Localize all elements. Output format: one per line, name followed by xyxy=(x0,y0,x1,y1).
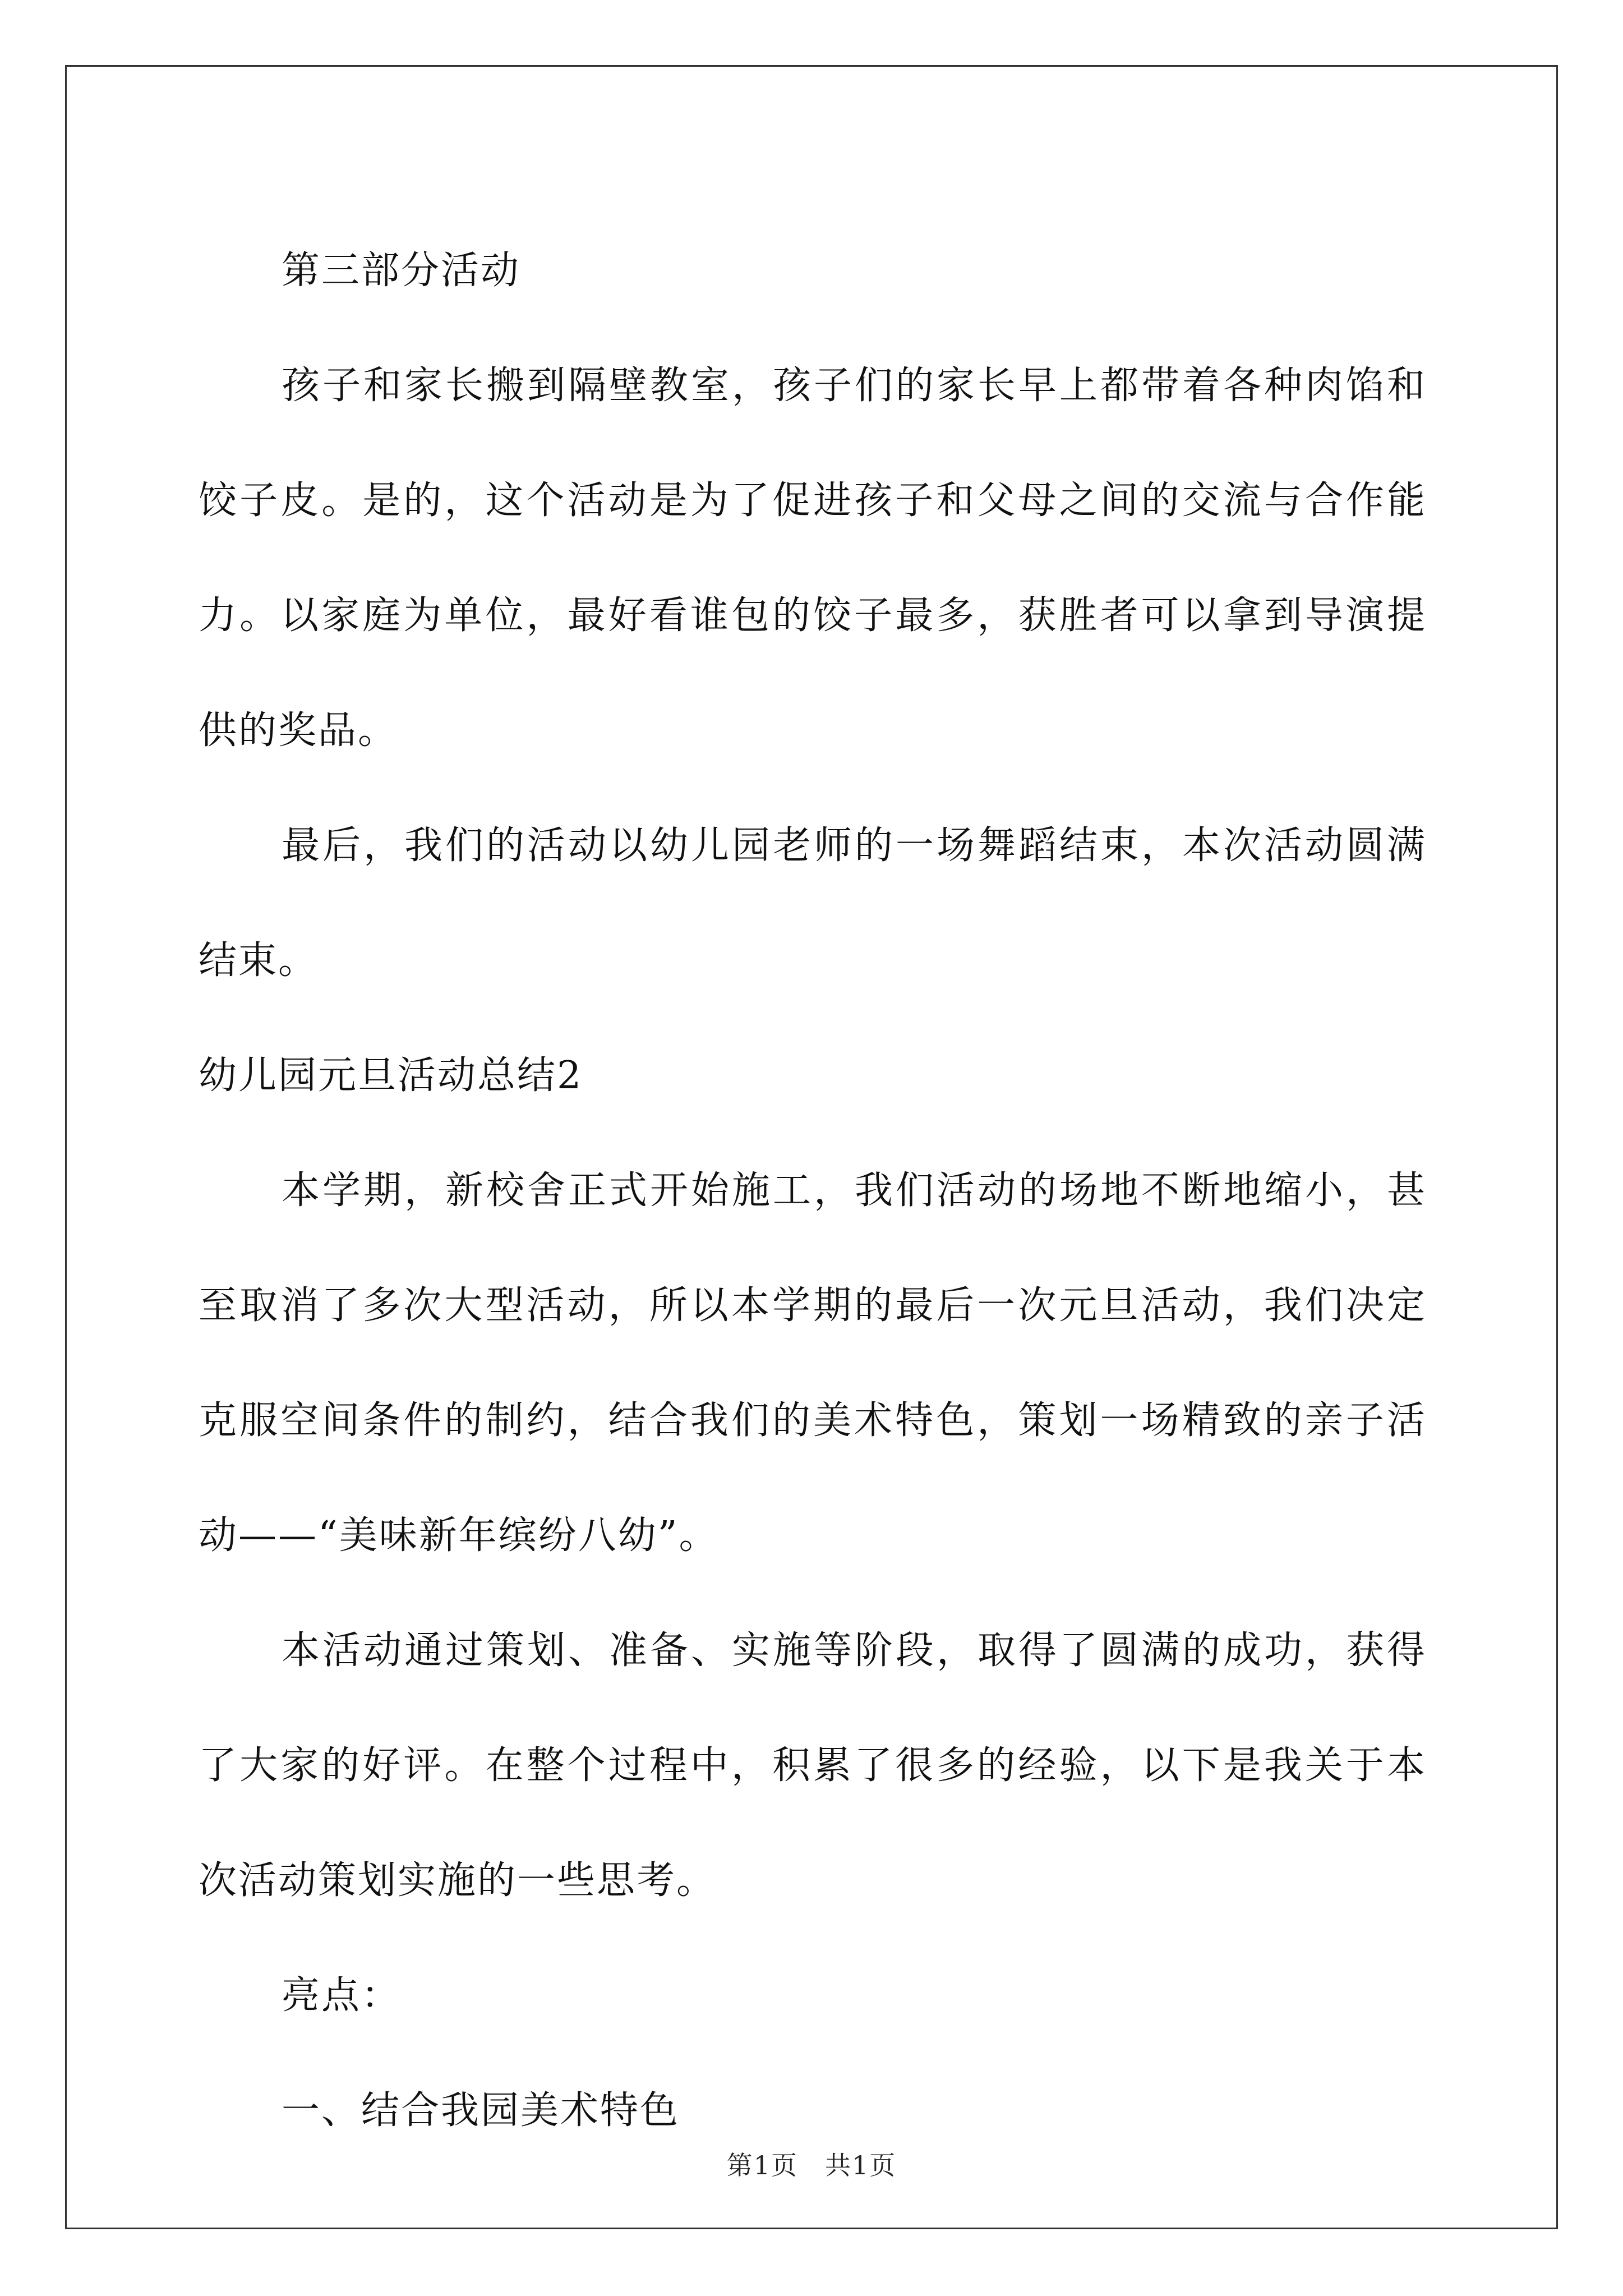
page-number: 第1页 共1页 xyxy=(726,2150,897,2180)
paragraph-section-title: 第三部分活动 xyxy=(282,249,521,293)
document-heading: 幼儿园元旦活动总结2 xyxy=(199,1053,583,1098)
paragraph-list-item: 一、结合我园美术特色 xyxy=(282,2088,680,2133)
paragraph: 孩子和家长搬到隔壁教室，孩子们的家长早上都带着各种肉馅和饺子皮。是的，这个活动是为了促进孩子和父母之间的交流与合作能力。以家庭为单位，最好看谁包的饺子最多，获胜者可以拿到导演提供的奖品。 xyxy=(199,364,1427,753)
paragraph-highlights-label: 亮点： xyxy=(282,1973,402,2018)
paragraph: 本活动通过策划、准备、实施等阶段，取得了圆满的成功，获得了大家的好评。在整个过程中，积累了很多的经验，以下是我关于本次活动策划实施的一些思考。 xyxy=(199,1628,1427,1903)
paragraph: 本学期，新校舍正式开始施工，我们活动的场地不断地缩小，甚至取消了多次大型活动，所以本学期的最后一次元旦活动，我们决定克服空间条件的制约，结合我们的美术特色，策划一场精致的亲子活动——“美味新年缤纷八幼”。 xyxy=(199,1168,1427,1558)
paragraph: 最后，我们的活动以幼儿园老师的一场舞蹈结束，本次活动圆满结束。 xyxy=(199,823,1427,983)
document-body xyxy=(199,213,1427,2168)
